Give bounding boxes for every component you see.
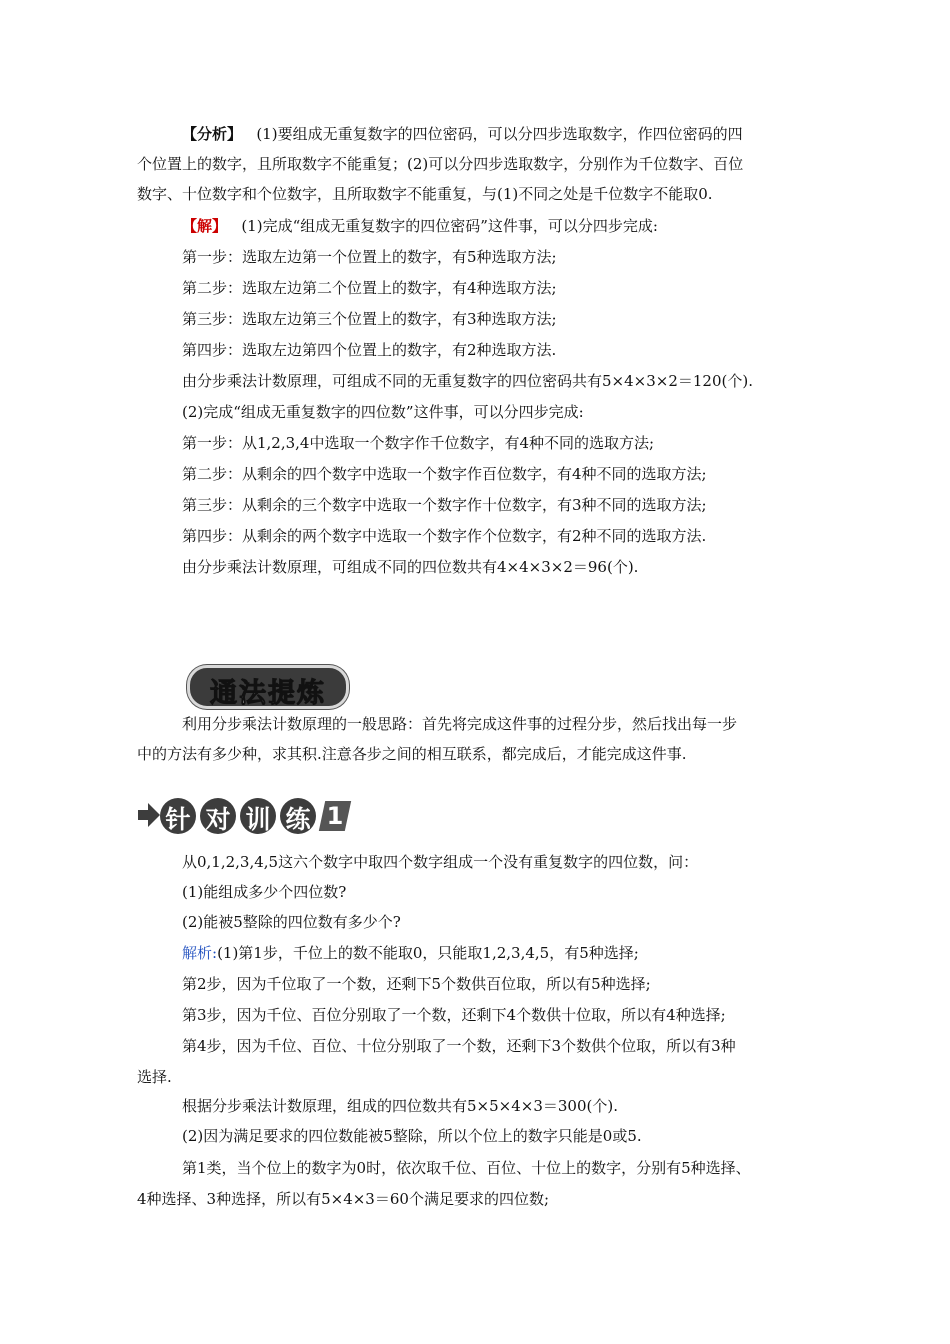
answer-1-first: (1)第1步，千位上的数不能取0，只能取1,2,3,4,5，有5种选择; [217,944,639,962]
solution-intro-2: (2)完成“组成无重复数字的四位数”这件事，可以分四步完成: [182,403,584,421]
method-line-1: 利用分步乘法计数原理的一般思路：首先将完成这件事的过程分步，然后找出每一步 [182,715,738,733]
method-banner-badge [187,665,349,709]
part1-step-1: 第一步：选取左边第一个位置上的数字，有5种选取方法; [182,248,557,266]
training-banner-char-3: 训 [245,805,271,834]
part2-result: 由分步乘法计数原理，可组成不同的四位数共有4×4×3×2＝96(个). [182,558,639,576]
analysis-line-3: 数字、十位数字和个位数字，且所取数字不能重复，与(1)不同之处是千位数字不能取0. [137,185,713,203]
part2-step-4: 第四步：从剩余的两个数字中选取一个数字作个位数字，有2种不同的选取方法. [182,527,707,545]
training-banner-char-4: 练 [285,805,311,834]
part1-result: 由分步乘法计数原理，可组成不同的无重复数字的四位密码共有5×4×3×2＝120(个). [182,372,753,390]
answer-1-step-3: 第3步，因为千位、百位分别取了一个数，还剩下4个数供十位取，所以有4种选择; [182,1006,726,1024]
answer-2-case-1-line-1: 第1类，当个位上的数字为0时，依次取千位、百位、十位上的数字，分别有5种选择、 [182,1159,751,1177]
analysis-line-2: 个位置上的数字，且所取数字不能重复；(2)可以分四步选取数字，分别作为千位数字、百位 [137,155,744,173]
part2-step-2: 第二步：从剩余的四个数字中选取一个数字作百位数字，有4种不同的选取方法; [182,465,707,483]
analysis-label: 【分析】 [182,125,243,143]
method-line-2: 中的方法有多少种，求其积.注意各步之间的相互联系，都完成后，才能完成这件事. [137,745,687,763]
method-banner-title: 通法提炼 [210,678,326,709]
answer-label: 解析: [182,944,218,962]
answer-1-step-2: 第2步，因为千位取了一个数，还剩下5个数供百位取，所以有5种选择; [182,975,651,993]
answer-1-step-4-line-1: 第4步，因为千位、百位、十位分别取了一个数，还剩下3个数供个位取，所以有3种 [182,1037,736,1055]
solution-label: 【解】 [182,217,228,235]
part2-step-1: 第一步：从1,2,3,4中选取一个数字作千位数字，有4种不同的选取方法; [182,434,655,452]
training-question: 从0,1,2,3,4,5这六个数字中取四个数字组成一个没有重复数字的四位数，问： [182,853,699,871]
part2-step-3: 第三步：从剩余的三个数字中选取一个数字作十位数字，有3种不同的选取方法; [182,496,707,514]
training-q2: (2)能被5整除的四位数有多少个? [182,913,401,931]
training-q1: (1)能组成多少个四位数? [182,883,347,901]
answer-1-step-4-line-2: 选择. [137,1068,172,1086]
training-banner-char-1: 针 [165,805,191,834]
training-banner-number-badge [319,801,351,831]
training-banner-char-2: 对 [205,805,231,834]
solution-intro-1-text: (1)完成“组成无重复数字的四位密码”这件事，可以分四步完成: [241,217,658,235]
part1-step-4: 第四步：选取左边第四个位置上的数字，有2种选取方法. [182,341,557,359]
analysis-line-1 [182,123,743,145]
answer-2-intro: (2)因为满足要求的四位数能被5整除，所以个位上的数字只能是0或5. [182,1127,642,1145]
training-banner-number: 1 [326,802,344,830]
answer-line-1 [182,942,639,964]
arrow-right-icon [138,802,160,828]
solution-intro-1 [182,215,658,237]
answer-1-result: 根据分步乘法计数原理，组成的四位数共有5×5×4×3＝300(个). [182,1097,618,1115]
analysis-text-1: (1)要组成无重复数字的四位密码，可以分四步选取数字，作四位密码的四 [256,125,743,143]
answer-2-case-1-line-2: 4种选择、3种选择，所以有5×4×3＝60个满足要求的四位数; [137,1190,549,1208]
part1-step-3: 第三步：选取左边第三个位置上的数字，有3种选取方法; [182,310,557,328]
method-banner [187,665,347,707]
training-banner [138,798,348,834]
part1-step-2: 第二步：选取左边第二个位置上的数字，有4种选取方法; [182,279,557,297]
